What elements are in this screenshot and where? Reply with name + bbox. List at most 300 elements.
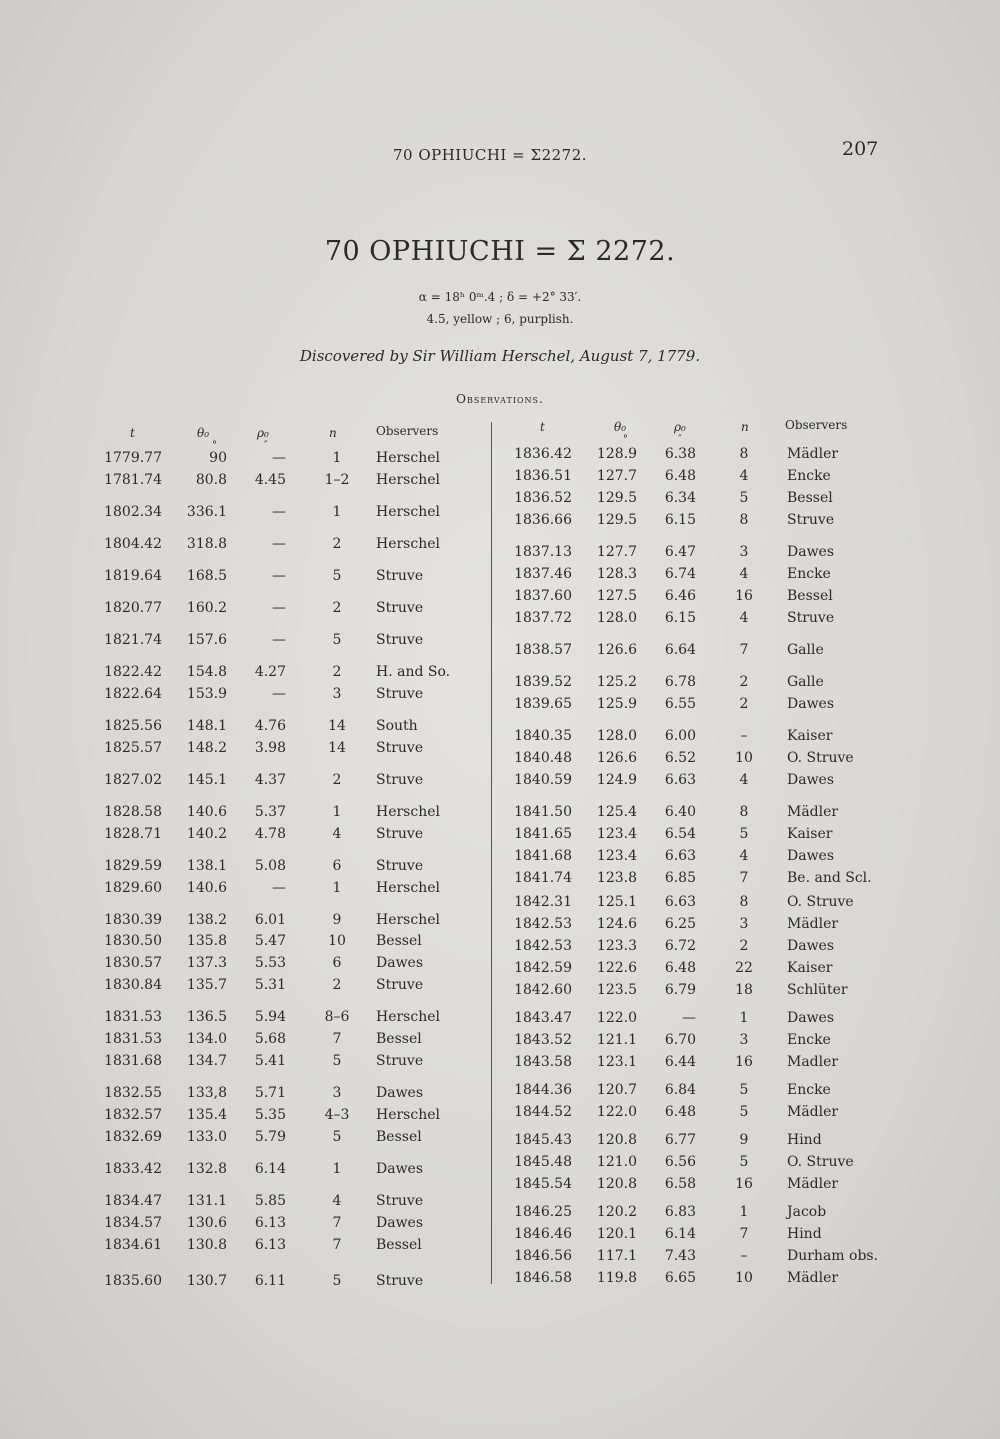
nights-cell: 1 xyxy=(332,1161,342,1177)
observer-cell: Mädler xyxy=(787,1176,839,1192)
epoch-cell: 1822.64 xyxy=(104,686,162,702)
epoch-cell: 1834.57 xyxy=(104,1215,162,1231)
distance-cell: 6.14 xyxy=(254,1161,286,1177)
epoch-cell: 1828.71 xyxy=(104,826,162,842)
nights-cell: 9 xyxy=(332,912,342,928)
distance-cell: 6.44 xyxy=(664,1054,696,1070)
nights-cell: 2 xyxy=(332,664,342,680)
distance-cell: 5.79 xyxy=(254,1129,286,1145)
distance-cell: 6.15 xyxy=(664,512,696,528)
left-header-theta-unit: ° xyxy=(212,440,217,451)
observer-cell: Dawes xyxy=(376,1085,424,1101)
distance-cell: 6.00 xyxy=(664,728,696,744)
position-angle-cell: 121.0 xyxy=(596,1154,637,1170)
position-angle-cell: 122.0 xyxy=(596,1010,637,1026)
distance-cell: 6.56 xyxy=(664,1154,696,1170)
observer-cell: Struve xyxy=(787,512,835,528)
position-angle-cell: 145.1 xyxy=(186,772,227,788)
distance-cell: 6.38 xyxy=(664,446,696,462)
observer-cell: O. Struve xyxy=(787,894,854,910)
distance-cell: 5.41 xyxy=(254,1053,286,1069)
epoch-cell: 1837.60 xyxy=(514,588,572,604)
position-angle-cell: 148.2 xyxy=(186,740,227,756)
distance-cell: 4.37 xyxy=(254,772,286,788)
observer-cell: O. Struve xyxy=(787,1154,854,1170)
position-angle-cell: 134.7 xyxy=(186,1053,227,1069)
epoch-cell: 1836.51 xyxy=(514,468,572,484)
observer-cell: Bessel xyxy=(787,490,833,506)
observer-cell: Herschel xyxy=(376,472,440,488)
observer-cell: Herschel xyxy=(376,1107,440,1123)
nights-cell: 4 xyxy=(739,468,749,484)
position-angle-cell: 124.9 xyxy=(596,772,637,788)
epoch-cell: 1844.52 xyxy=(514,1104,572,1120)
observer-cell: Schlüter xyxy=(787,982,848,998)
distance-cell: 6.48 xyxy=(664,1104,696,1120)
nights-cell: 1 xyxy=(332,450,342,466)
epoch-cell: 1832.57 xyxy=(104,1107,162,1123)
observer-cell: Mädler xyxy=(787,1104,839,1120)
epoch-cell: 1825.56 xyxy=(104,718,162,734)
epoch-cell: 1839.65 xyxy=(514,696,572,712)
position-angle-cell: 127.7 xyxy=(596,468,637,484)
observer-cell: Struve xyxy=(376,632,424,648)
distance-cell: 6.70 xyxy=(664,1032,696,1048)
observer-cell: South xyxy=(376,718,418,734)
distance-cell: 5.31 xyxy=(254,977,286,993)
position-angle-cell: 125.2 xyxy=(596,674,637,690)
distance-cell: 5.37 xyxy=(254,804,286,820)
observer-cell: Struve xyxy=(787,610,835,626)
observer-cell: Herschel xyxy=(376,880,440,896)
nights-cell: 7 xyxy=(739,1226,749,1242)
epoch-cell: 1827.02 xyxy=(104,772,162,788)
nights-cell: 5 xyxy=(739,1082,749,1098)
epoch-cell: 1829.60 xyxy=(104,880,162,896)
position-angle-cell: 133.0 xyxy=(186,1129,227,1145)
epoch-cell: 1844.36 xyxy=(514,1082,572,1098)
epoch-cell: 1820.77 xyxy=(104,600,162,616)
position-angle-cell: 336.1 xyxy=(186,504,227,520)
position-angle-cell: 127.5 xyxy=(596,588,637,604)
position-angle-cell: 133,8 xyxy=(186,1085,227,1101)
position-angle-cell: 140.6 xyxy=(186,880,227,896)
position-angle-cell: 132.8 xyxy=(186,1161,227,1177)
distance-cell: — xyxy=(682,1010,696,1026)
epoch-cell: 1842.60 xyxy=(514,982,572,998)
observer-cell: Mädler xyxy=(787,446,839,462)
observer-cell: Kaiser xyxy=(787,826,833,842)
nights-cell: 2 xyxy=(739,938,749,954)
position-angle-cell: 137.3 xyxy=(186,955,227,971)
nights-cell: 6 xyxy=(332,858,342,874)
observer-cell: Bessel xyxy=(376,1129,422,1145)
epoch-cell: 1830.39 xyxy=(104,912,162,928)
nights-cell: 10 xyxy=(735,750,753,766)
nights-cell: 1 xyxy=(332,804,342,820)
position-angle-cell: 153.9 xyxy=(186,686,227,702)
position-angle-cell: 129.5 xyxy=(596,512,637,528)
distance-cell: 6.55 xyxy=(664,696,696,712)
nights-cell: 7 xyxy=(332,1215,342,1231)
position-angle-cell: 123.4 xyxy=(596,848,637,864)
distance-cell: — xyxy=(272,632,286,648)
distance-cell: 6.46 xyxy=(664,588,696,604)
position-angle-cell: 123.8 xyxy=(596,870,637,886)
distance-cell: 4.27 xyxy=(254,664,286,680)
position-angle-cell: 120.1 xyxy=(596,1226,637,1242)
observer-cell: Durham obs. xyxy=(787,1248,879,1264)
distance-cell: 4.45 xyxy=(254,472,286,488)
epoch-cell: 1846.25 xyxy=(514,1204,572,1220)
observer-cell: Struve xyxy=(376,1273,424,1289)
nights-cell: 1 xyxy=(739,1010,749,1026)
epoch-cell: 1840.48 xyxy=(514,750,572,766)
nights-cell: 14 xyxy=(328,718,346,734)
observer-cell: Struve xyxy=(376,686,424,702)
epoch-cell: 1840.59 xyxy=(514,772,572,788)
nights-cell: 2 xyxy=(332,600,342,616)
nights-cell: 2 xyxy=(332,772,342,788)
left-header-t: t xyxy=(130,426,135,440)
position-angle-cell: 124.6 xyxy=(596,916,637,932)
position-angle-cell: 128.3 xyxy=(596,566,637,582)
observer-cell: Struve xyxy=(376,826,424,842)
position-angle-cell: 123.4 xyxy=(596,826,637,842)
nights-cell: 1 xyxy=(332,504,342,520)
distance-cell: 6.83 xyxy=(664,1204,696,1220)
nights-cell: 5 xyxy=(332,568,342,584)
nights-cell: 3 xyxy=(332,1085,342,1101)
nights-cell: 5 xyxy=(332,1129,342,1145)
nights-cell: 3 xyxy=(739,1032,749,1048)
nights-cell: 7 xyxy=(332,1237,342,1253)
epoch-cell: 1828.58 xyxy=(104,804,162,820)
observer-cell: Hind xyxy=(787,1226,822,1242)
position-angle-cell: 160.2 xyxy=(186,600,227,616)
epoch-cell: 1831.68 xyxy=(104,1053,162,1069)
epoch-cell: 1832.69 xyxy=(104,1129,162,1145)
nights-cell: 10 xyxy=(735,1270,753,1286)
epoch-cell: 1842.53 xyxy=(514,938,572,954)
observer-cell: Dawes xyxy=(376,955,424,971)
position-angle-cell: 125.9 xyxy=(596,696,637,712)
nights-cell: 16 xyxy=(735,1054,753,1070)
observer-cell: Galle xyxy=(787,674,824,690)
distance-cell: — xyxy=(272,450,286,466)
observer-cell: Mädler xyxy=(787,804,839,820)
epoch-cell: 1845.54 xyxy=(514,1176,572,1192)
position-angle-cell: 120.8 xyxy=(596,1176,637,1192)
observer-cell: Dawes xyxy=(376,1161,424,1177)
nights-cell: 7 xyxy=(332,1031,342,1047)
position-angle-cell: 138.1 xyxy=(186,858,227,874)
observer-cell: Encke xyxy=(787,1082,831,1098)
position-angle-cell: 123.1 xyxy=(596,1054,637,1070)
epoch-cell: 1822.42 xyxy=(104,664,162,680)
nights-cell: 4 xyxy=(332,826,342,842)
position-angle-cell: 128.0 xyxy=(596,610,637,626)
observer-cell: Encke xyxy=(787,468,831,484)
observer-cell: Encke xyxy=(787,1032,831,1048)
observer-cell: Galle xyxy=(787,642,824,658)
position-angle-cell: 130.8 xyxy=(186,1237,227,1253)
position-angle-cell: 120.2 xyxy=(596,1204,637,1220)
nights-cell: 5 xyxy=(332,632,342,648)
right-header-theta-unit: ° xyxy=(623,434,628,445)
epoch-cell: 1842.53 xyxy=(514,916,572,932)
nights-cell: 8 xyxy=(739,512,749,528)
distance-cell: 6.14 xyxy=(664,1226,696,1242)
epoch-cell: 1846.56 xyxy=(514,1248,572,1264)
page-number: 207 xyxy=(842,138,879,160)
epoch-cell: 1834.47 xyxy=(104,1193,162,1209)
observer-cell: Bessel xyxy=(376,933,422,949)
distance-cell: — xyxy=(272,504,286,520)
position-angle-cell: 125.4 xyxy=(596,804,637,820)
position-angle-cell: 122.0 xyxy=(596,1104,637,1120)
observer-cell: Dawes xyxy=(787,696,835,712)
section-heading: Observations. xyxy=(456,392,544,406)
position-angle-cell: 134.0 xyxy=(186,1031,227,1047)
nights-cell: 7 xyxy=(739,870,749,886)
position-angle-cell: 127.7 xyxy=(596,544,637,560)
position-angle-cell: 126.6 xyxy=(596,750,637,766)
distance-cell: 5.68 xyxy=(254,1031,286,1047)
distance-cell: — xyxy=(272,880,286,896)
right-header-observers: Observers xyxy=(785,418,848,432)
epoch-cell: 1838.57 xyxy=(514,642,572,658)
position-angle-cell: 154.8 xyxy=(186,664,227,680)
distance-cell: 6.58 xyxy=(664,1176,696,1192)
nights-cell: 6 xyxy=(332,955,342,971)
discovery-note: Discovered by Sir William Herschel, August 7, 1779. xyxy=(299,347,701,365)
distance-cell: 4.78 xyxy=(254,826,286,842)
nights-cell: 8 xyxy=(739,804,749,820)
observer-cell: Encke xyxy=(787,566,831,582)
observer-cell: Dawes xyxy=(787,938,835,954)
epoch-cell: 1840.35 xyxy=(514,728,572,744)
distance-cell: 6.11 xyxy=(254,1273,286,1289)
observer-cell: Bessel xyxy=(376,1237,422,1253)
distance-cell: 6.63 xyxy=(664,772,696,788)
position-angle-cell: 157.6 xyxy=(186,632,227,648)
epoch-cell: 1834.61 xyxy=(104,1237,162,1253)
epoch-cell: 1841.74 xyxy=(514,870,572,886)
distance-cell: — xyxy=(272,568,286,584)
nights-cell: 5 xyxy=(739,826,749,842)
epoch-cell: 1843.52 xyxy=(514,1032,572,1048)
distance-cell: 7.43 xyxy=(664,1248,696,1264)
epoch-cell: 1821.74 xyxy=(104,632,162,648)
nights-cell: 4 xyxy=(739,566,749,582)
position-angle-cell: 128.9 xyxy=(596,446,637,462)
position-angle-cell: 140.2 xyxy=(186,826,227,842)
epoch-cell: 1846.46 xyxy=(514,1226,572,1242)
position-angle-cell: 148.1 xyxy=(186,718,227,734)
epoch-cell: 1836.66 xyxy=(514,512,572,528)
observer-cell: Bessel xyxy=(787,588,833,604)
distance-cell: 6.52 xyxy=(664,750,696,766)
nights-cell: 2 xyxy=(739,696,749,712)
distance-cell: 5.94 xyxy=(254,1009,286,1025)
nights-cell: 4–3 xyxy=(324,1107,350,1123)
distance-cell: 6.54 xyxy=(664,826,696,842)
epoch-cell: 1829.59 xyxy=(104,858,162,874)
nights-cell: 1 xyxy=(739,1204,749,1220)
position-angle-cell: 80.8 xyxy=(195,472,227,488)
epoch-cell: 1845.48 xyxy=(514,1154,572,1170)
nights-cell: 5 xyxy=(332,1273,342,1289)
position-angle-cell: 129.5 xyxy=(596,490,637,506)
position-angle-cell: 123.5 xyxy=(596,982,637,998)
nights-cell: 5 xyxy=(739,1104,749,1120)
nights-cell: 1–2 xyxy=(324,472,350,488)
left-header-n: n xyxy=(329,426,337,440)
epoch-cell: 1845.43 xyxy=(514,1132,572,1148)
epoch-cell: 1841.65 xyxy=(514,826,572,842)
epoch-cell: 1781.74 xyxy=(104,472,162,488)
epoch-cell: 1825.57 xyxy=(104,740,162,756)
nights-cell: 4 xyxy=(739,848,749,864)
epoch-cell: 1804.42 xyxy=(104,536,162,552)
distance-cell: 6.48 xyxy=(664,468,696,484)
position-angle-cell: 128.0 xyxy=(596,728,637,744)
distance-cell: 6.72 xyxy=(664,938,696,954)
nights-cell: 16 xyxy=(735,1176,753,1192)
epoch-cell: 1841.50 xyxy=(514,804,572,820)
distance-cell: — xyxy=(272,600,286,616)
distance-cell: 6.74 xyxy=(664,566,696,582)
distance-cell: 6.40 xyxy=(664,804,696,820)
nights-cell: 3 xyxy=(739,544,749,560)
position-angle-cell: 120.7 xyxy=(596,1082,637,1098)
distance-cell: 6.63 xyxy=(664,894,696,910)
observer-cell: Struve xyxy=(376,1193,424,1209)
observer-cell: Struve xyxy=(376,977,424,993)
position-angle-cell: 131.1 xyxy=(186,1193,227,1209)
epoch-cell: 1836.42 xyxy=(514,446,572,462)
epoch-cell: 1843.58 xyxy=(514,1054,572,1070)
distance-cell: 6.78 xyxy=(664,674,696,690)
epoch-cell: 1841.68 xyxy=(514,848,572,864)
epoch-cell: 1842.31 xyxy=(514,894,572,910)
observer-cell: Herschel xyxy=(376,536,440,552)
observer-cell: Mädler xyxy=(787,916,839,932)
observer-cell: Herschel xyxy=(376,804,440,820)
position-angle-cell: 121.1 xyxy=(596,1032,637,1048)
nights-cell: 4 xyxy=(332,1193,342,1209)
epoch-cell: 1830.57 xyxy=(104,955,162,971)
nights-cell: 5 xyxy=(739,490,749,506)
position-angle-cell: 140.6 xyxy=(186,804,227,820)
nights-cell: 1 xyxy=(332,880,342,896)
observer-cell: Kaiser xyxy=(787,728,833,744)
nights-cell: 8–6 xyxy=(324,1009,350,1025)
epoch-cell: 1835.60 xyxy=(104,1273,162,1289)
position-angle-cell: 119.8 xyxy=(596,1270,637,1286)
right-header-rho: ρ₀ xyxy=(674,420,686,434)
distance-cell: 6.01 xyxy=(254,912,286,928)
distance-cell: 6.48 xyxy=(664,960,696,976)
epoch-cell: 1843.47 xyxy=(514,1010,572,1026)
observer-cell: H. and So. xyxy=(376,664,451,680)
position-angle-cell: 130.7 xyxy=(186,1273,227,1289)
position-angle-cell: 135.4 xyxy=(186,1107,227,1123)
distance-cell: 6.15 xyxy=(664,610,696,626)
position-angle-cell: 138.2 xyxy=(186,912,227,928)
nights-cell: 18 xyxy=(735,982,753,998)
observer-cell: Dawes xyxy=(787,1010,835,1026)
epoch-cell: 1831.53 xyxy=(104,1009,162,1025)
epoch-cell: 1779.77 xyxy=(104,450,162,466)
distance-cell: 6.64 xyxy=(664,642,696,658)
observer-cell: Be. and Scl. xyxy=(787,870,872,886)
observer-cell: Dawes xyxy=(787,772,835,788)
nights-cell: 5 xyxy=(332,1053,342,1069)
nights-cell: 22 xyxy=(735,960,753,976)
observer-cell: Dawes xyxy=(787,544,835,560)
left-header-theta: θ₀ xyxy=(197,426,210,440)
observer-cell: Kaiser xyxy=(787,960,833,976)
observer-cell: Dawes xyxy=(376,1215,424,1231)
distance-cell: 4.76 xyxy=(254,718,286,734)
observer-cell: Struve xyxy=(376,568,424,584)
distance-cell: 5.08 xyxy=(254,858,286,874)
observer-cell: Struve xyxy=(376,740,424,756)
observer-cell: Herschel xyxy=(376,450,440,466)
running-head: 70 OPHIUCHI = Σ2272. xyxy=(392,146,588,164)
observer-cell: Herschel xyxy=(376,912,440,928)
epoch-cell: 1831.53 xyxy=(104,1031,162,1047)
distance-cell: 6.77 xyxy=(664,1132,696,1148)
nights-cell: – xyxy=(740,1248,748,1264)
right-header-theta: θ₀ xyxy=(614,420,627,434)
distance-cell: 6.63 xyxy=(664,848,696,864)
observer-cell: O. Struve xyxy=(787,750,854,766)
position-angle-cell: 120.8 xyxy=(596,1132,637,1148)
distance-cell: 6.13 xyxy=(254,1237,286,1253)
observer-cell: Dawes xyxy=(787,848,835,864)
distance-cell: — xyxy=(272,536,286,552)
epoch-cell: 1833.42 xyxy=(104,1161,162,1177)
position-angle-cell: 123.3 xyxy=(596,938,637,954)
position-angle-cell: 122.6 xyxy=(596,960,637,976)
distance-cell: 6.25 xyxy=(664,916,696,932)
observer-cell: Bessel xyxy=(376,1031,422,1047)
observer-cell: Struve xyxy=(376,600,424,616)
observer-cell: Struve xyxy=(376,772,424,788)
observer-cell: Struve xyxy=(376,1053,424,1069)
nights-cell: 8 xyxy=(739,446,749,462)
star-magnitudes: 4.5, yellow ; 6, purplish. xyxy=(426,312,574,326)
nights-cell: 4 xyxy=(739,772,749,788)
distance-cell: 5.53 xyxy=(254,955,286,971)
nights-cell: 7 xyxy=(739,642,749,658)
position-angle-cell: 135.8 xyxy=(186,933,227,949)
position-angle-cell: 125.1 xyxy=(596,894,637,910)
distance-cell: 5.47 xyxy=(254,933,286,949)
position-angle-cell: 117.1 xyxy=(596,1248,637,1264)
distance-cell: 5.71 xyxy=(254,1085,286,1101)
epoch-cell: 1839.52 xyxy=(514,674,572,690)
epoch-cell: 1846.58 xyxy=(514,1270,572,1286)
distance-cell: 6.85 xyxy=(664,870,696,886)
right-header-n: n xyxy=(741,420,749,434)
epoch-cell: 1830.50 xyxy=(104,933,162,949)
observer-cell: Madler xyxy=(787,1054,839,1070)
epoch-cell: 1819.64 xyxy=(104,568,162,584)
